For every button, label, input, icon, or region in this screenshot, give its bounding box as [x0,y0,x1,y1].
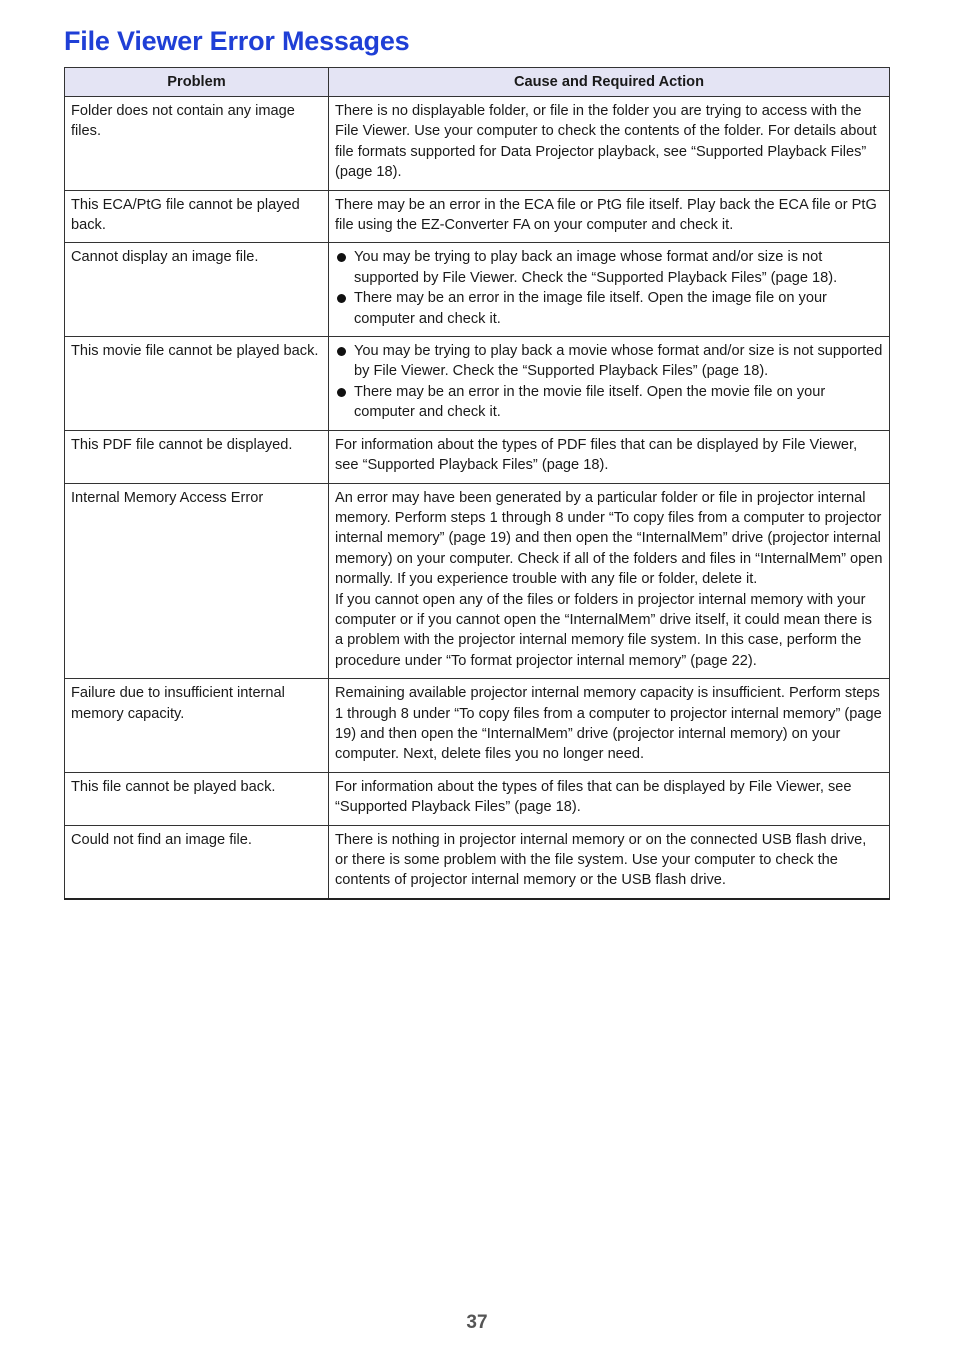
problem-cell: This ECA/PtG file cannot be played back. [65,190,329,243]
action-cell [329,483,890,679]
page-title: File Viewer Error Messages [64,26,410,56]
error-messages-table [64,67,890,900]
problem-cell: Folder does not contain any image files. [65,97,329,191]
bullet-list [335,341,883,423]
action-cell [329,337,890,431]
action-cell: There is no displayable folder, or file in the folder you are trying to access with the File Viewer. Use your computer to check the contents of the folder. For details about file formats supported for Data Projector playback, see “Supported Playback Files” (page 18). [329,97,890,191]
list-item [335,341,883,382]
table-row [65,97,890,191]
list-item [335,382,883,423]
list-item [335,288,883,329]
bullet-dot-icon [337,347,346,356]
column-header-problem: Problem [65,68,329,97]
action-cell: Remaining available projector internal memory capacity is insufficient. Perform steps 1 through 8 under “To copy files from a computer to projector internal memory” (page 19) and then open the “InternalMem” drive (projector internal memory) on your computer. Next, delete files you no longer need. [329,679,890,773]
problem-cell: Internal Memory Access Error [65,483,329,679]
table-header-row [65,68,890,97]
problem-cell: This movie file cannot be played back. [65,337,329,431]
action-cell: For information about the types of files that can be displayed by File Viewer, see “Supported Playback Files” (page 18). [329,772,890,825]
bullet-text: You may be trying to play back an image whose format and/or size is not supported by File Viewer. Check the “Supported Playback Files” (page 18). [354,249,838,286]
action-cell: There is nothing in projector internal memory or on the connected USB flash drive, or there is some problem with the file system. Use your computer to check the contents of projector internal memory or the USB flash drive. [329,825,890,899]
table-row [65,190,890,243]
problem-cell: This PDF file cannot be displayed. [65,430,329,483]
bullet-text: There may be an error in the movie file itself. Open the movie file on your computer and check it. [354,383,826,421]
list-item [335,247,883,288]
bullet-dot-icon [337,253,346,262]
table-row [65,483,890,679]
table-row [65,430,890,483]
action-paragraph: If you cannot open any of the files or folders in projector internal memory with your computer or if you cannot open the “InternalMem” drive itself, it could mean there is a problem with the projector internal memory file system. In this case, perform the procedure under “To format projector internal memory” (page 22). [335,591,872,669]
bullet-text: There may be an error in the image file itself. Open the image file on your computer and check it. [354,290,827,327]
page-number: 37 [466,1312,488,1333]
problem-cell: Could not find an image file. [65,825,329,899]
table-row [65,825,890,899]
table-row [65,679,890,773]
action-cell: For information about the types of PDF files that can be displayed by File Viewer, see “Supported Playback Files” (page 18). [329,430,890,483]
problem-cell: This file cannot be played back. [65,772,329,825]
bullet-dot-icon [337,294,346,303]
action-cell: There may be an error in the ECA file or PtG file itself. Play back the ECA file or PtG file using the EZ-Converter FA on your computer and check it. [329,190,890,243]
table-row [65,337,890,431]
action-paragraph: An error may have been generated by a particular folder or file in projector internal memory. Perform steps 1 through 8 under “To copy files from a computer to projector internal memory” (page 19) and then open the “InternalMem” drive (projector internal memory) on your computer. Check if all of the folders and files in “InternalMem” open normally. If you experience trouble with any file or folder, delete it. [335,489,883,588]
table-row [65,772,890,825]
column-header-cause: Cause and Required Action [329,68,890,97]
problem-cell: Failure due to insufficient internal memory capacity. [65,679,329,773]
problem-cell: Cannot display an image file. [65,243,329,337]
bullet-dot-icon [337,388,346,397]
action-cell [329,243,890,337]
bullet-list [335,247,883,329]
bullet-text: You may be trying to play back a movie whose format and/or size is not supported by File Viewer. Check the “Supported Playback Files” (page 18). [354,343,883,380]
table-row [65,243,890,337]
